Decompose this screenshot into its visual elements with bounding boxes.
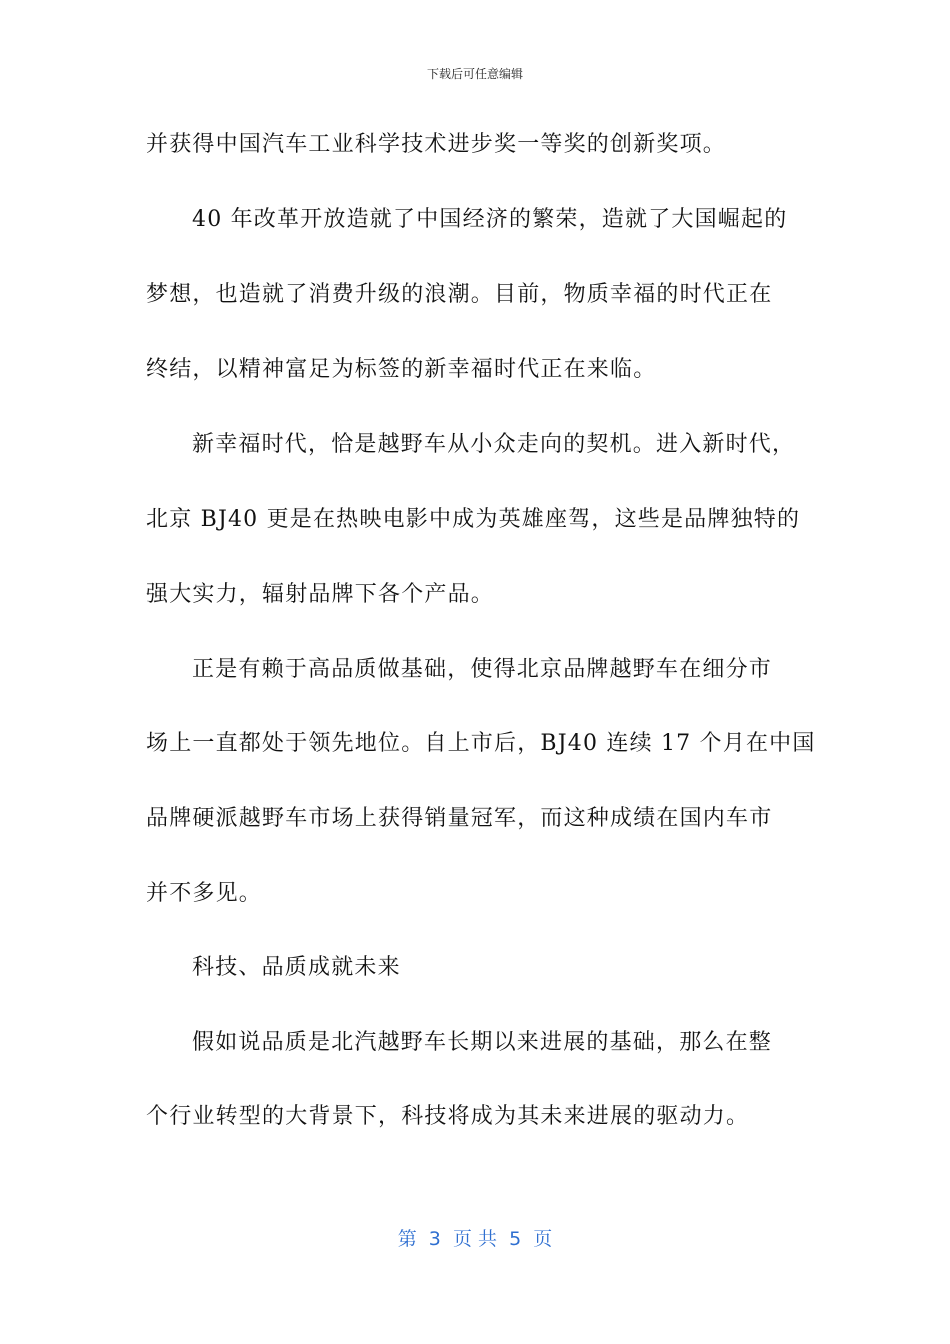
body-line-6: 北京 BJ40 更是在热映电影中成为英雄座驾，这些是品牌独特的 <box>146 507 801 532</box>
body-line-2: 40 年改革开放造就了中国经济的繁荣，造就了大国崛起的 <box>192 207 788 232</box>
body-line-9: 场上一直都处于领先地位。自上市后，BJ40 连续 17 个月在中国 <box>146 731 816 756</box>
section-heading: 科技、品质成就未来 <box>192 955 401 980</box>
body-line-4: 终结，以精神富足为标签的新幸福时代正在来临。 <box>146 357 657 382</box>
body-line-14: 个行业转型的大背景下，科技将成为其未来进展的驱动力。 <box>146 1104 750 1129</box>
body-line-11: 并不多见。 <box>146 881 263 906</box>
body-line-8: 正是有赖于高品质做基础，使得北京品牌越野车在细分市 <box>192 657 773 682</box>
page-header: 下载后可任意编辑 <box>426 67 523 81</box>
body-line-5: 新幸福时代，恰是越野车从小众走向的契机。进入新时代， <box>192 432 796 457</box>
body-line-3: 梦想，也造就了消费升级的浪潮。目前，物质幸福的时代正在 <box>146 282 773 307</box>
page-footer: 第 3 页 共 5 页 <box>397 1228 553 1250</box>
body-line-10: 品牌硬派越野车市场上获得销量冠军，而这种成绩在国内车市 <box>146 806 773 831</box>
body-line-7: 强大实力，辐射品牌下各个产品。 <box>146 582 495 607</box>
body-line-1: 并获得中国汽车工业科学技术进步奖一等奖的创新奖项。 <box>146 132 727 157</box>
body-line-13: 假如说品质是北汽越野车长期以来进展的基础，那么在整 <box>192 1030 773 1055</box>
